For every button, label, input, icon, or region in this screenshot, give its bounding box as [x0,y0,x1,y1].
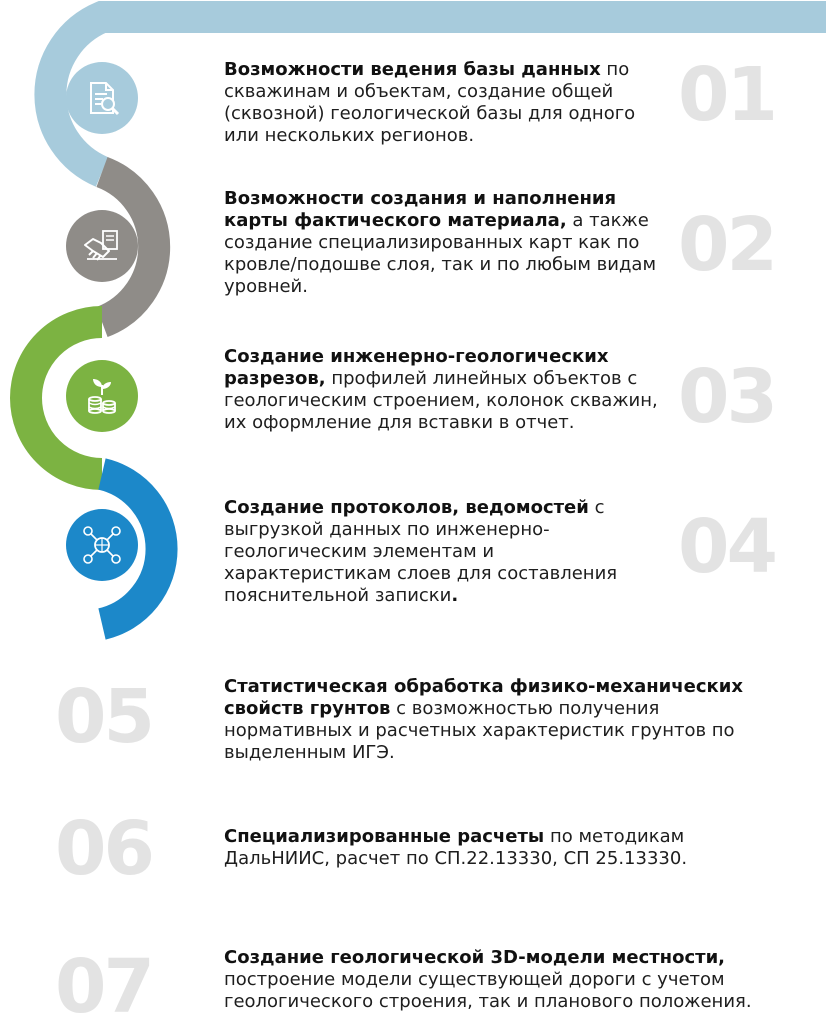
item-number-5: 05 [55,674,152,760]
item-text-1 [224,59,664,147]
item-description-7: построение модели существующей дороги с учетом геологического строения, так и планового положения. [224,969,752,1012]
icon-circle-4 [66,509,138,581]
item-text-2 [224,188,664,298]
item-number-4: 04 [678,504,775,590]
item-text-7 [224,947,814,1013]
item-number-1: 01 [678,52,775,138]
plant-coins-icon [81,375,123,417]
handshake-icon [81,225,123,267]
item-title-2: Возможности создания и наполнения карты фактического материала, [224,188,617,231]
document-search-icon [82,78,122,118]
item-number-2: 02 [678,202,775,288]
item-text-5 [224,676,784,764]
item-title-4: Создание протоколов, ведомостей [224,497,589,518]
icon-circle-1 [66,62,138,134]
item-title-6: Специализированные расчеты [224,826,545,847]
item-title-7: Создание геологической 3D-модели местности, [224,947,726,968]
item-title-3: Создание инженерно-геологических разрезов, [224,346,609,389]
item-description-6: по методикам ДальНИИС, расчет по СП.22.13330, СП 25.13330. [224,826,688,869]
item-number-7: 07 [55,944,152,1030]
icon-circle-2 [66,210,138,282]
item-text-6 [224,826,724,870]
item-description-4: с выгрузкой данных по инженерно-геологическим элементам и характеристикам слоев для составления пояснительной записки [224,497,618,606]
item-number-6: 06 [55,806,152,892]
item-number-3: 03 [678,354,775,440]
item-text-3 [224,346,664,434]
item-text-4 [224,497,654,607]
item-description-1: по скважинам и объектам, создание общей (сквозной) геологической базы для одного или нескольких регионов. [224,59,636,146]
network-people-icon [80,523,124,567]
item-title-5: Статистическая обработка физико-механических свойств грунтов [224,676,743,719]
item-title-1: Возможности ведения базы данных [224,59,601,80]
item-tail-4: . [451,585,459,606]
item-description-2: а также создание специализированных карт как по кровле/подошве слоя, так и по любым видам уровней. [224,210,657,297]
icon-circle-3 [66,360,138,432]
item-description-5: с возможностью получения нормативных и расчетных характеристик грунтов по выделенным ИГЭ. [224,698,735,763]
item-description-3: профилей линейных объектов с геологическим строением, колонок скважин, их оформление для вставки в отчет. [224,368,658,433]
